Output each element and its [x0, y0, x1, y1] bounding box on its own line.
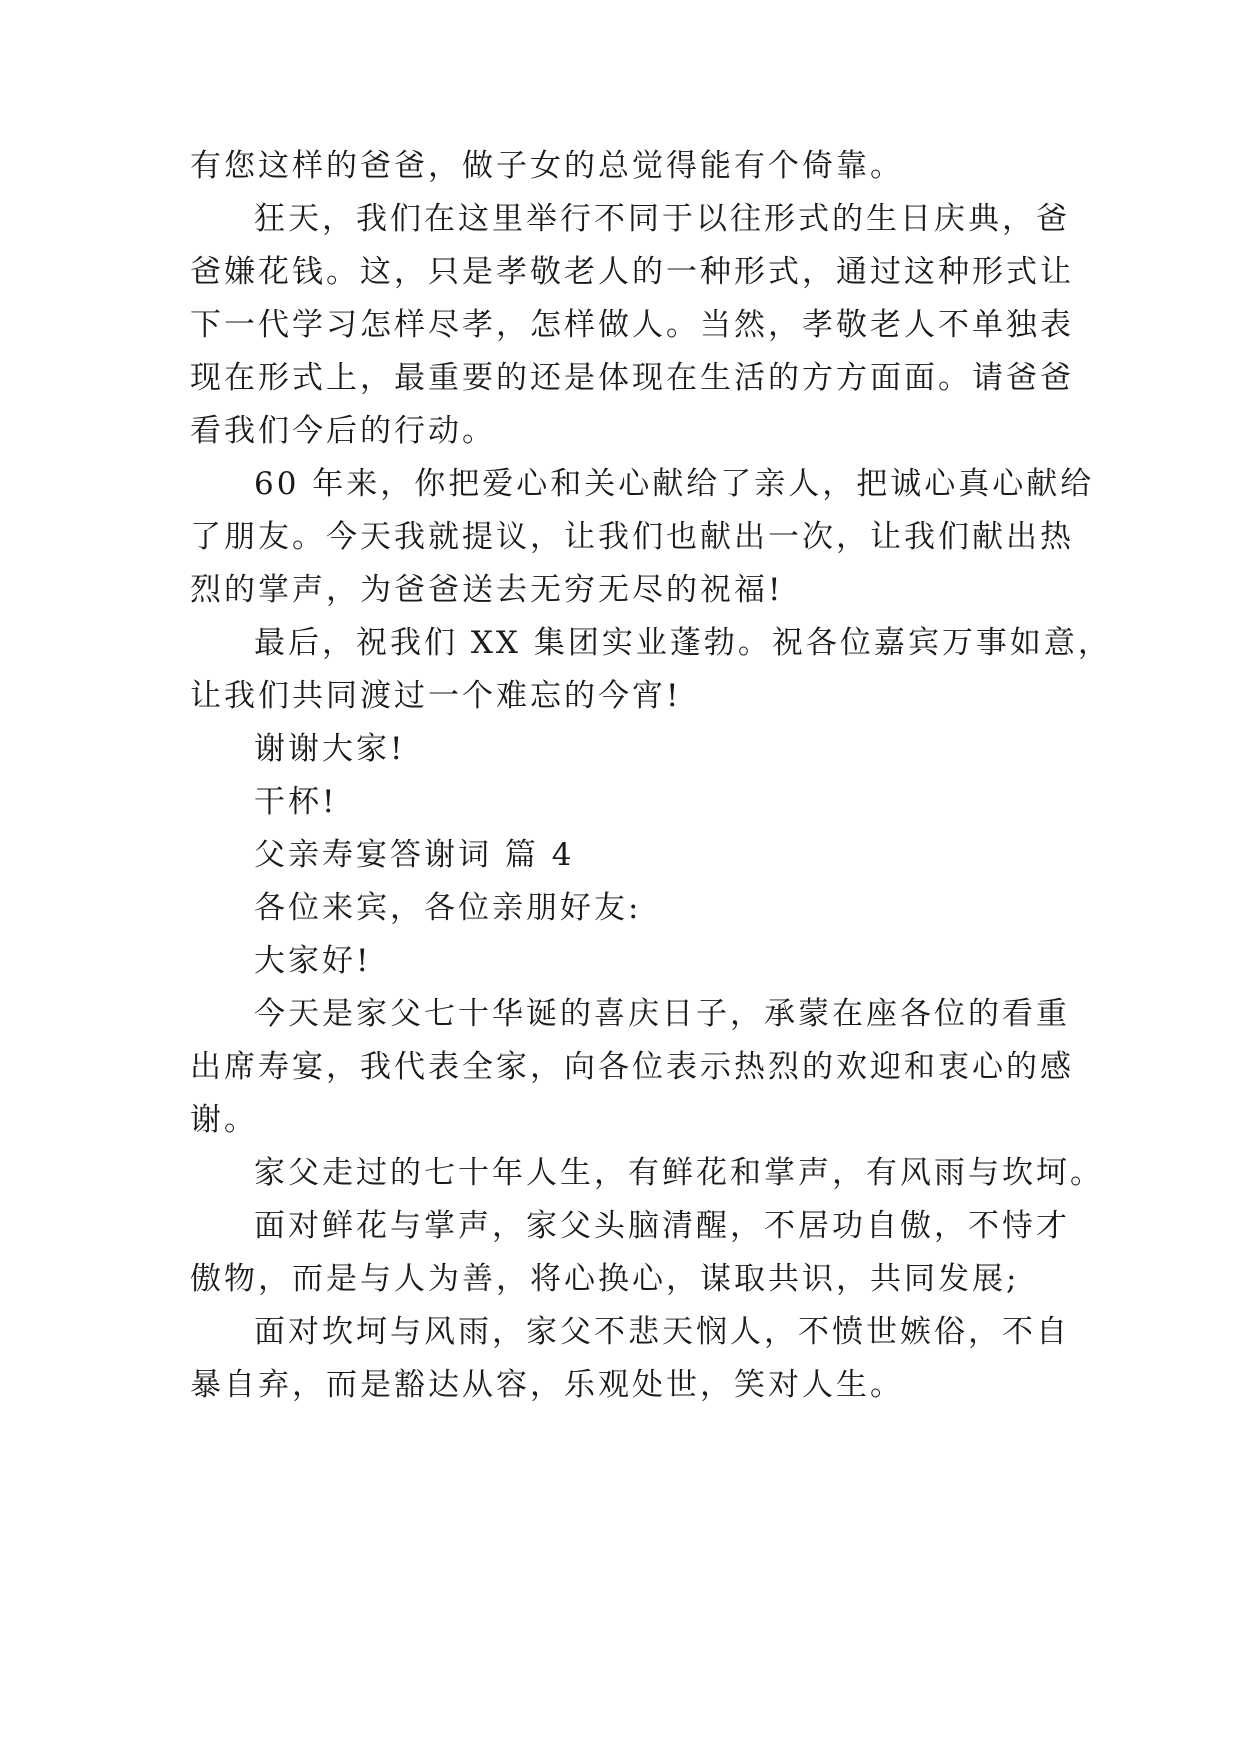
text-line: 家父走过的七十年人生，有鲜花和掌声，有风雨与坎坷。	[254, 1155, 1104, 1191]
text-line: 60 年来，你把爱心和关心献给了亲人，把诚心真心献给	[254, 466, 1095, 502]
text-line: 傲物，而是与人为善，将心换心，谋取共识，共同发展;	[190, 1261, 1020, 1297]
text-line: 今天是家父七十华诞的喜庆日子，承蒙在座各位的看重	[254, 996, 1070, 1032]
text-line: 现在形式上，最重要的还是体现在生活的方方面面。请爸爸	[190, 360, 1074, 396]
text-line: 有您这样的爸爸，做子女的总觉得能有个倚靠。	[190, 148, 904, 184]
text-line: 大家好!	[254, 943, 372, 979]
text-line: 干杯!	[254, 784, 338, 820]
text-line: 狂天，我们在这里举行不同于以往形式的生日庆典，爸	[254, 201, 1070, 237]
text-line: 谢谢大家!	[254, 731, 406, 767]
text-line: 了朋友。今天我就提议，让我们也献出一次，让我们献出热	[190, 519, 1074, 555]
text-line: 让我们共同渡过一个难忘的今宵!	[190, 678, 682, 714]
document-page	[190, 0, 1112, 1754]
text-line: 各位来宾，各位亲朋好友:	[254, 890, 642, 926]
text-line: 暴自弃，而是豁达从容，乐观处世，笑对人生。	[190, 1367, 904, 1403]
text-line: 最后，祝我们 XX 集团实业蓬勃。祝各位嘉宾万事如意，	[254, 625, 1112, 661]
text-line: 谢。	[190, 1102, 258, 1138]
text-line: 看我们今后的行动。	[190, 413, 496, 449]
text-line: 面对坎坷与风雨，家父不悲天悯人，不愤世嫉俗，不自	[254, 1314, 1070, 1350]
text-line: 出席寿宴，我代表全家，向各位表示热烈的欢迎和衷心的感	[190, 1049, 1074, 1085]
text-line: 爸嫌花钱。这，只是孝敬老人的一种形式，通过这种形式让	[190, 254, 1074, 290]
text-line: 烈的掌声，为爸爸送去无穷无尽的祝福!	[190, 572, 784, 608]
text-line: 面对鲜花与掌声，家父头脑清醒，不居功自傲，不恃才	[254, 1208, 1070, 1244]
text-line: 下一代学习怎样尽孝，怎样做人。当然，孝敬老人不单独表	[190, 307, 1074, 343]
section-heading: 父亲寿宴答谢词 篇 4	[254, 837, 575, 873]
